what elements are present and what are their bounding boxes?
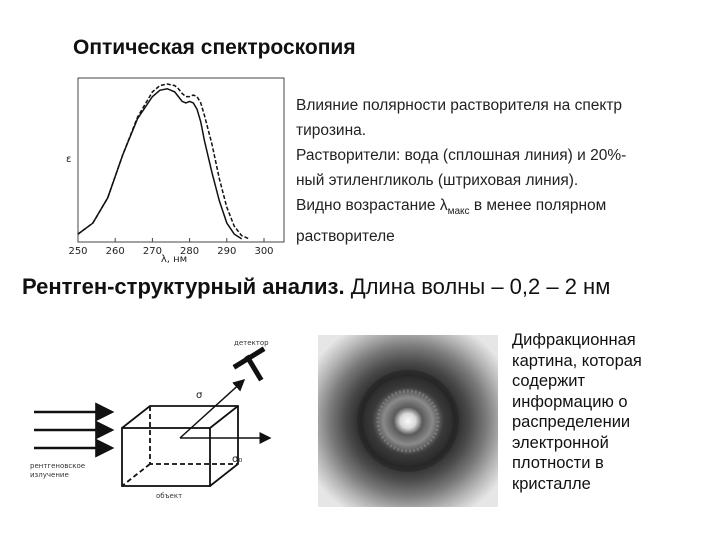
diffraction-description-line: информацию о [512, 392, 628, 411]
description-line: Растворители: вода (сплошная линия) и 20%- [296, 147, 627, 164]
source-label: излучение [30, 471, 69, 479]
solid-spectrum-line [78, 89, 242, 239]
description-line: растворителе [296, 228, 395, 246]
diffraction-description [512, 330, 712, 494]
object-label: объект [156, 492, 183, 500]
diffraction-description-line: распределении [512, 413, 631, 431]
y-axis-label: ε [66, 154, 72, 165]
description-line: ный этиленгликоль (штриховая линия). [296, 172, 579, 189]
diffraction-pattern-image [318, 335, 498, 507]
spectrum-description [296, 93, 706, 249]
sigma-label: σ [196, 390, 203, 401]
x-tick-label: 260 [105, 246, 125, 257]
description-line: тирозина. [296, 122, 367, 139]
diffraction-description-line: плотности в [512, 454, 604, 472]
x-tick-label: 280 [180, 246, 200, 257]
absorption-spectrum-chart [64, 76, 290, 264]
xray-setup-diagram [30, 330, 320, 515]
chart-frame [78, 78, 284, 242]
description-line: Видно возрастание $\lambda_{макс}$ в менее полярном [296, 197, 607, 218]
description-line: Влияние полярности растворителя на спектр [296, 97, 623, 114]
x-axis-label: λ, нм [160, 254, 188, 264]
xray-heading [22, 274, 610, 300]
dashed-spectrum-line [78, 84, 249, 239]
incident-rays [34, 412, 112, 448]
x-tick-label: 300 [254, 246, 274, 257]
spectrum-curves [78, 84, 249, 239]
xray-heading-normal: Длина волны – 0,2 – 2 нм [344, 274, 611, 299]
diffraction-description-line: электронной [512, 433, 609, 452]
detector-icon [236, 350, 262, 378]
x-tick-label: 270 [142, 246, 162, 257]
diffraction-description-line: содержит [512, 372, 586, 390]
x-tick-label: 290 [217, 246, 237, 257]
diffraction-description-line: картина, которая [512, 351, 642, 370]
crystal-object [122, 406, 238, 486]
xray-heading-bold: Рентген-структурный анализ. [22, 274, 345, 299]
detector-label: детектор [234, 339, 269, 347]
x-tick-label: 250 [68, 246, 88, 257]
source-label: рентгеновское [30, 462, 86, 470]
diffraction-description-line: кристалле [512, 474, 591, 493]
sigma0-label: σ₀ [232, 454, 243, 465]
section-title: Оптическая спектроскопия [73, 36, 356, 59]
diffraction-description-line: Дифракционная [512, 331, 636, 349]
